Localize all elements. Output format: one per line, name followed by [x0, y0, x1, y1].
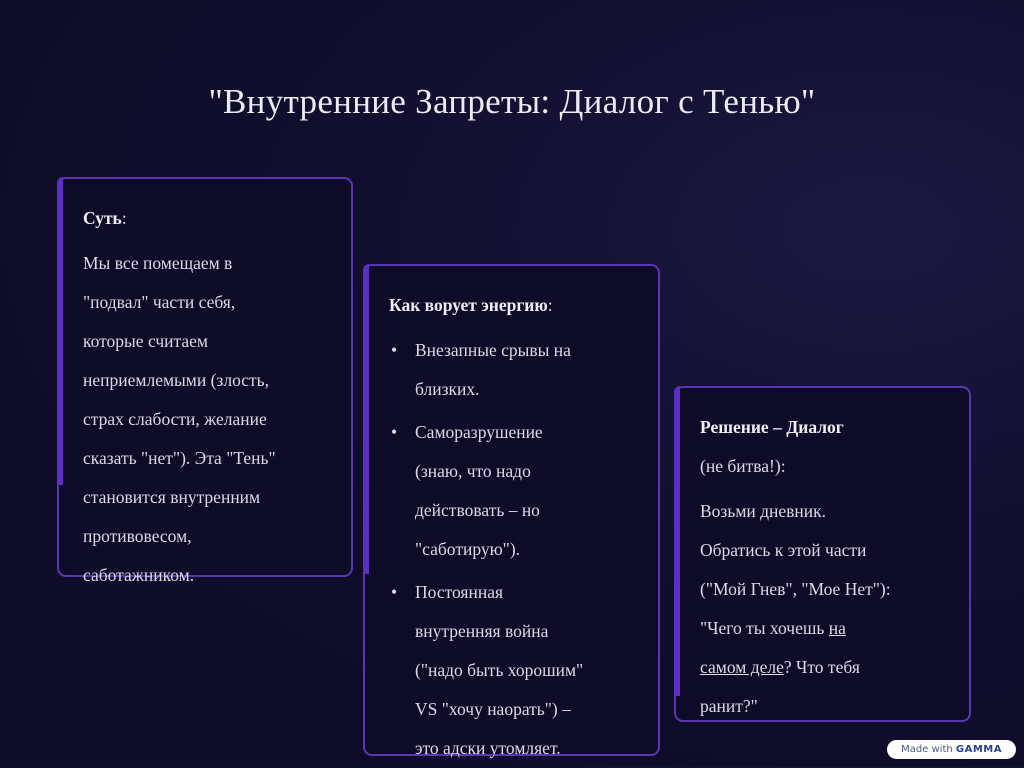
line: ("Мой Гнев", "Мое Нет"):	[700, 579, 891, 599]
quote: самом деле? Что тебя	[700, 657, 860, 677]
list-item: • Саморазрушение (знаю, что надо действовать – но "саботирую").	[389, 413, 636, 569]
line: Мы все помещаем в	[83, 253, 233, 273]
card-essence: Суть: Мы все помещаем в "подвал" части себя, которые считаем неприемлемыми (злость, страх слабости, желание сказать "нет"). Эта "Тень" становится внутренним противовесом, саботажником.	[57, 177, 353, 577]
bullet-list	[389, 331, 636, 768]
slide-title: "Внутренние Запреты: Диалог с Тенью"	[208, 82, 816, 121]
line: страх слабости, желание	[83, 409, 267, 429]
quote: ранит?"	[700, 696, 758, 716]
line: Обратись к этой части	[700, 540, 867, 560]
line: которые считаем	[83, 331, 209, 351]
line: (не битва!):	[700, 456, 786, 476]
line: неприемлемыми (злость,	[83, 370, 270, 390]
list-item: • Внезапные срывы на близких.	[389, 331, 636, 409]
card-heading: Как ворует энергию	[389, 295, 548, 315]
gamma-logo: GAMMA	[955, 744, 1002, 755]
line: Возьми дневник.	[700, 501, 827, 521]
card-heading: Суть	[83, 208, 122, 228]
card-solution	[674, 386, 971, 722]
line: "подвал" части себя,	[83, 292, 236, 312]
made-with-gamma-badge[interactable]: Made with GAMMA	[887, 740, 1016, 759]
line: сказать "нет"). Эта "Тень"	[83, 448, 276, 468]
card-energy-drain: Как ворует энергию: • Внезапные срывы на близких. • Саморазрушение (знаю, что надо действовать – но "саботирую"). • Постоянная внутренняя война ("надо быть хорошим" VS "хочу наорать") – это адски утомляет.	[363, 264, 660, 756]
card-heading: Решение – Диалог	[700, 417, 844, 437]
quote: "Чего ты хочешь на	[700, 618, 846, 638]
list-item: • Постоянная внутренняя война ("надо быть хорошим" VS "хочу наорать") – это адски утомляет.	[389, 573, 636, 768]
line: саботажником.	[83, 565, 195, 585]
line: противовесом,	[83, 526, 192, 546]
line: становится внутренним	[83, 487, 261, 507]
